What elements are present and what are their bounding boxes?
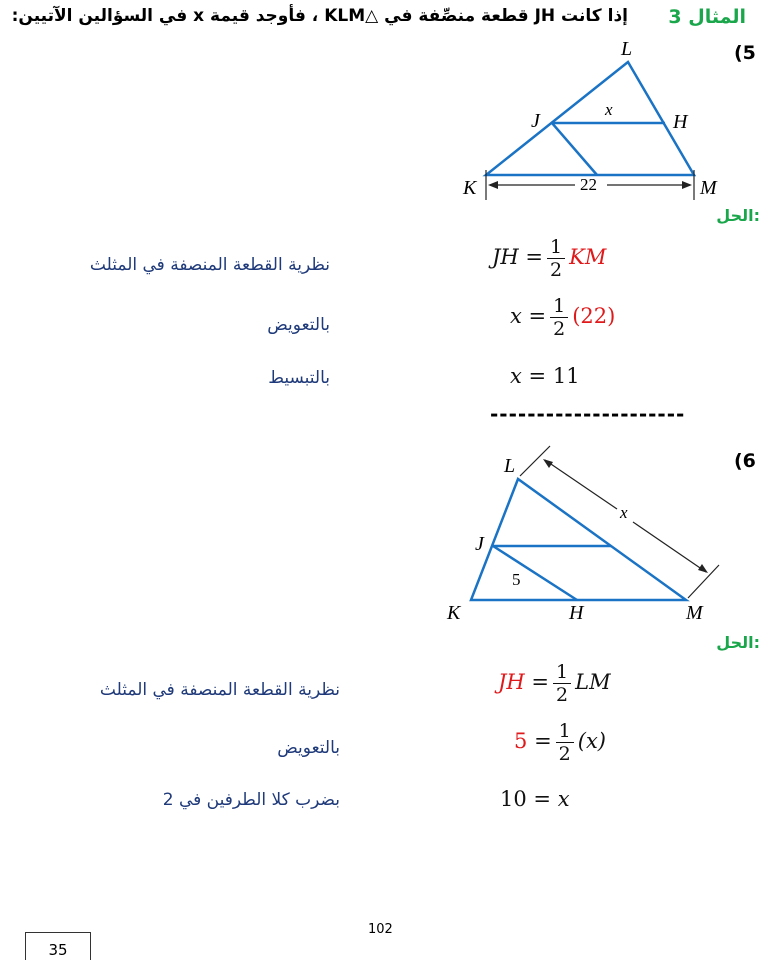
vertex-label-M: M	[686, 602, 703, 624]
question-number-5: (5	[734, 42, 756, 64]
fraction	[553, 661, 571, 706]
fraction	[556, 720, 574, 765]
problem-prompt: إذا كانت JH قطعة منصِّفة في △KLM ، فأوجد قيمة x في السؤالين الآتيين:	[11, 6, 628, 26]
vertex-label-H: H	[673, 111, 688, 133]
fraction	[547, 236, 565, 281]
vertex-label-K: K	[447, 602, 461, 624]
vertex-label-J: J	[531, 110, 540, 132]
lhs: 10	[500, 787, 527, 811]
lhs: x	[510, 304, 522, 328]
step-equation	[510, 295, 615, 340]
vertex-label-K: K	[463, 177, 477, 199]
eq: =	[525, 245, 544, 269]
numerator: 1	[547, 236, 565, 259]
lhs: JH	[498, 670, 525, 694]
lhs: x	[510, 364, 522, 388]
segment-length-5: 5	[512, 570, 521, 589]
step-equation	[514, 720, 606, 765]
page-box-number: 35	[25, 932, 91, 960]
rhs: LM	[575, 670, 611, 694]
step-reason: بالتعويض	[267, 315, 330, 335]
step-equation	[492, 236, 606, 281]
segment-length-22: 22	[580, 175, 597, 194]
segment-label-x: x	[605, 100, 613, 119]
rhs: (x)	[577, 729, 606, 753]
step-reason: بضرب كلا الطرفين في 2	[162, 790, 340, 810]
lhs: 5	[514, 729, 528, 753]
step-equation	[500, 787, 570, 811]
rhs: x	[557, 787, 570, 811]
rhs: 11	[552, 364, 580, 388]
eq: =	[534, 729, 552, 753]
fraction	[550, 295, 568, 340]
example-label: المثال 3	[668, 6, 746, 28]
numerator: 1	[550, 295, 568, 318]
page-number: 102	[368, 922, 393, 937]
denominator: 2	[556, 684, 569, 706]
eq: =	[533, 787, 552, 811]
question-number-6: (6	[734, 450, 756, 472]
solution-label-5: الحل:	[716, 206, 760, 225]
step-reason: نظرية القطعة المنصفة في المثلث	[89, 255, 330, 275]
denominator: 2	[558, 743, 571, 765]
solution-label-6: الحل:	[716, 633, 760, 652]
eq: =	[531, 670, 550, 694]
numerator: 1	[556, 720, 574, 743]
step-equation	[498, 661, 611, 706]
vertex-label-L: L	[621, 38, 633, 60]
vertex-label-L: L	[504, 455, 516, 477]
step-reason: نظرية القطعة المنصفة في المثلث	[99, 680, 340, 700]
vertex-label-H: H	[569, 602, 584, 624]
denominator: 2	[550, 259, 563, 281]
step-reason: بالتعويض	[277, 738, 340, 758]
vertex-label-M: M	[700, 177, 717, 199]
rhs: (22)	[572, 304, 616, 328]
vertex-label-J: J	[475, 533, 484, 555]
lhs: JH	[492, 245, 519, 269]
eq: =	[528, 364, 547, 388]
divider: ---------------------	[490, 402, 686, 426]
eq: =	[528, 304, 547, 328]
step-reason: بالتبسيط	[268, 368, 330, 388]
step-equation	[510, 364, 580, 388]
denominator: 2	[553, 318, 566, 340]
numerator: 1	[553, 661, 571, 684]
rhs: KM	[569, 245, 607, 269]
segment-label-x: x	[620, 503, 628, 522]
